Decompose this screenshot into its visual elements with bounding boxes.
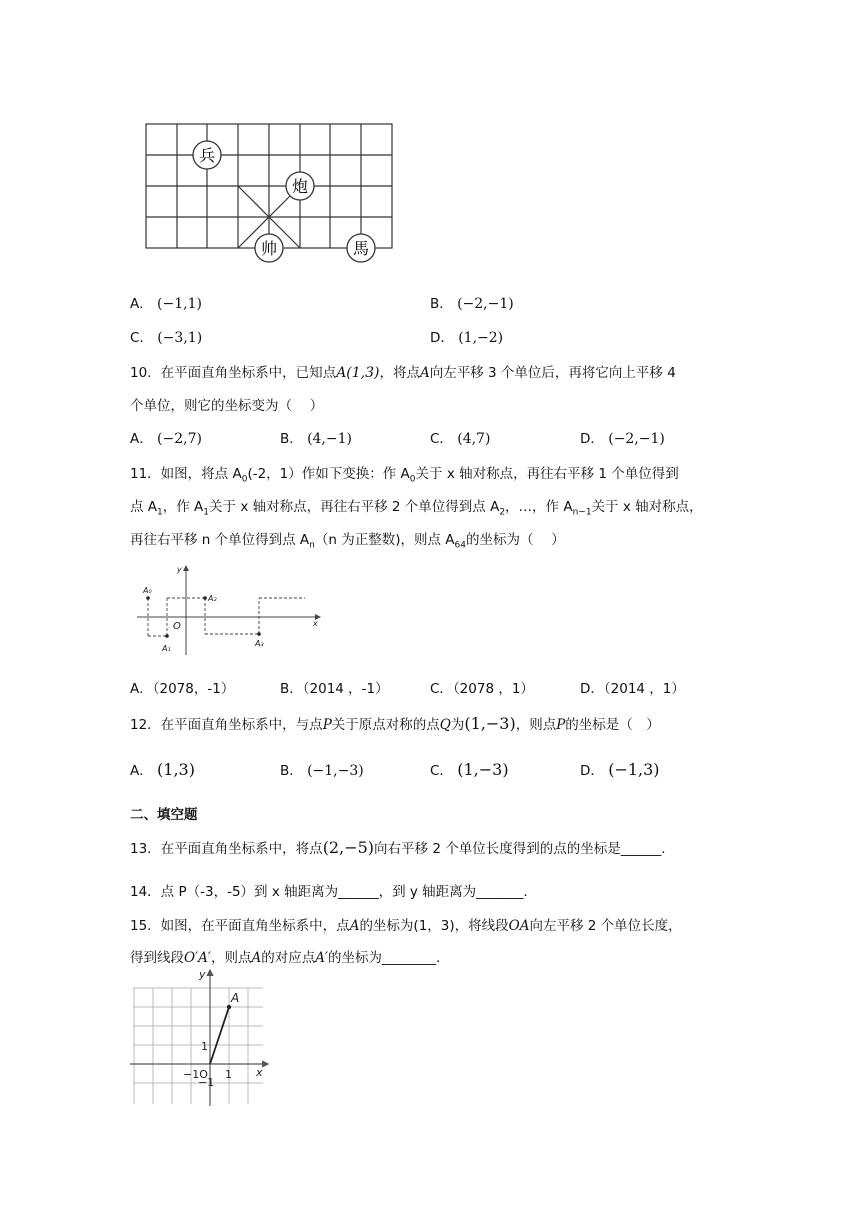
q11-option-b[interactable]: B．（2014 ，-1）	[280, 681, 389, 697]
q15-stem-line2: 得到线段O′A′，则点A的对应点A′的坐标为________.	[130, 950, 441, 966]
piece-ma	[347, 234, 375, 262]
q13-stem: 13．在平面直角坐标系中，将点(2,−5)向右平移 2 个单位长度得到的点的坐标是______.	[130, 838, 666, 857]
q11-stem-line1: 11．如图，将点 $A_0(-2$，1）作如下变换：作 $A_0$关于 x 轴对称点，再往右平移 1 个单位得到	[130, 466, 679, 485]
q12-option-c[interactable]: C． (1,−3)	[430, 760, 509, 779]
section-heading-fill-in: 二、填空题	[130, 807, 198, 823]
q10-option-b[interactable]: B． (4,−1)	[280, 431, 352, 447]
q12-option-b[interactable]: B． (−1,−3)	[280, 763, 364, 779]
q9-option-a[interactable]: A． (−1,1)	[130, 296, 202, 312]
q15-coordinate-figure	[128, 964, 270, 1109]
svg-text:−1O: −1O	[183, 1068, 208, 1081]
svg-text:y: y	[177, 565, 182, 574]
q9-option-d[interactable]: D． (1,−2)	[430, 330, 504, 346]
svg-text:兵: 兵	[198, 146, 216, 165]
piece-bing	[193, 141, 221, 169]
svg-text:1: 1	[201, 1040, 208, 1053]
svg-text:馬: 馬	[352, 239, 370, 258]
q10-stem-line1: 10．在平面直角坐标系中，已知点A(1,3)，将点A向左平移 3 个单位后，再将它向上平移 4	[130, 365, 676, 381]
svg-text:x: x	[313, 619, 318, 628]
svg-text:−1: −1	[198, 1076, 215, 1089]
q10-stem-line2: 个单位，则它的坐标变为（ ）	[130, 398, 324, 414]
q9-option-c[interactable]: C． (−3,1)	[130, 330, 203, 346]
q15-stem-line1: 15．如图，在平面直角坐标系中，点A的坐标为(1，3)，将线段OA向左平移 2 个单位长度，	[130, 918, 682, 934]
q11-option-d[interactable]: D．（2014 ，1）	[580, 681, 685, 697]
svg-text:A₂: A₂	[208, 594, 217, 603]
q11-option-c[interactable]: C．（2078 ，1）	[430, 681, 534, 697]
chess-board-figure	[140, 118, 400, 268]
svg-text:x: x	[256, 1066, 263, 1079]
q11-coordinate-figure	[135, 560, 325, 660]
q10-option-c[interactable]: C． (4,7)	[430, 431, 491, 447]
piece-shuai	[255, 234, 283, 262]
q12-option-a[interactable]: A． (1,3)	[130, 760, 195, 779]
svg-text:1: 1	[225, 1068, 232, 1081]
q12-option-d[interactable]: D． (−1,3)	[580, 760, 660, 779]
svg-text:A₀: A₀	[143, 586, 152, 595]
q9-option-b[interactable]: B． (−2,−1)	[430, 296, 514, 312]
q11-stem-line3: 再往右平移 n 个单位得到点 $A_n(n$ 为正整数)，则点 $A_{64}$的坐标为（ ）	[130, 532, 565, 551]
q11-stem-line2: 点 $A_1$，作 $A_1$关于 x 轴对称点，再往右平移 2 个单位得到点 $A_2$，…，作 $A_{n-1}$关于 x 轴对称点，	[130, 499, 703, 518]
svg-text:A₁: A₁	[162, 644, 171, 653]
q11-option-a[interactable]: A．（2078，-1）	[130, 681, 235, 697]
q12-stem: 12．在平面直角坐标系中，与点P关于原点对称的点Q为(1,−3)，则点P的坐标是（ ）	[130, 714, 660, 733]
svg-text:炮: 炮	[291, 177, 309, 196]
q10-option-a[interactable]: A． (−2,7)	[130, 431, 202, 447]
svg-text:O: O	[173, 621, 181, 632]
svg-text:A₃: A₃	[255, 639, 264, 648]
q14-stem: 14．点 P（-3，-5）到 x 轴距离为______，到 y 轴距离为_______.	[130, 884, 528, 900]
svg-text:帅: 帅	[260, 239, 278, 258]
svg-text:A: A	[231, 991, 240, 1005]
svg-text:y: y	[199, 968, 206, 981]
q10-option-d[interactable]: D． (−2,−1)	[580, 431, 665, 447]
piece-pao	[286, 172, 314, 200]
